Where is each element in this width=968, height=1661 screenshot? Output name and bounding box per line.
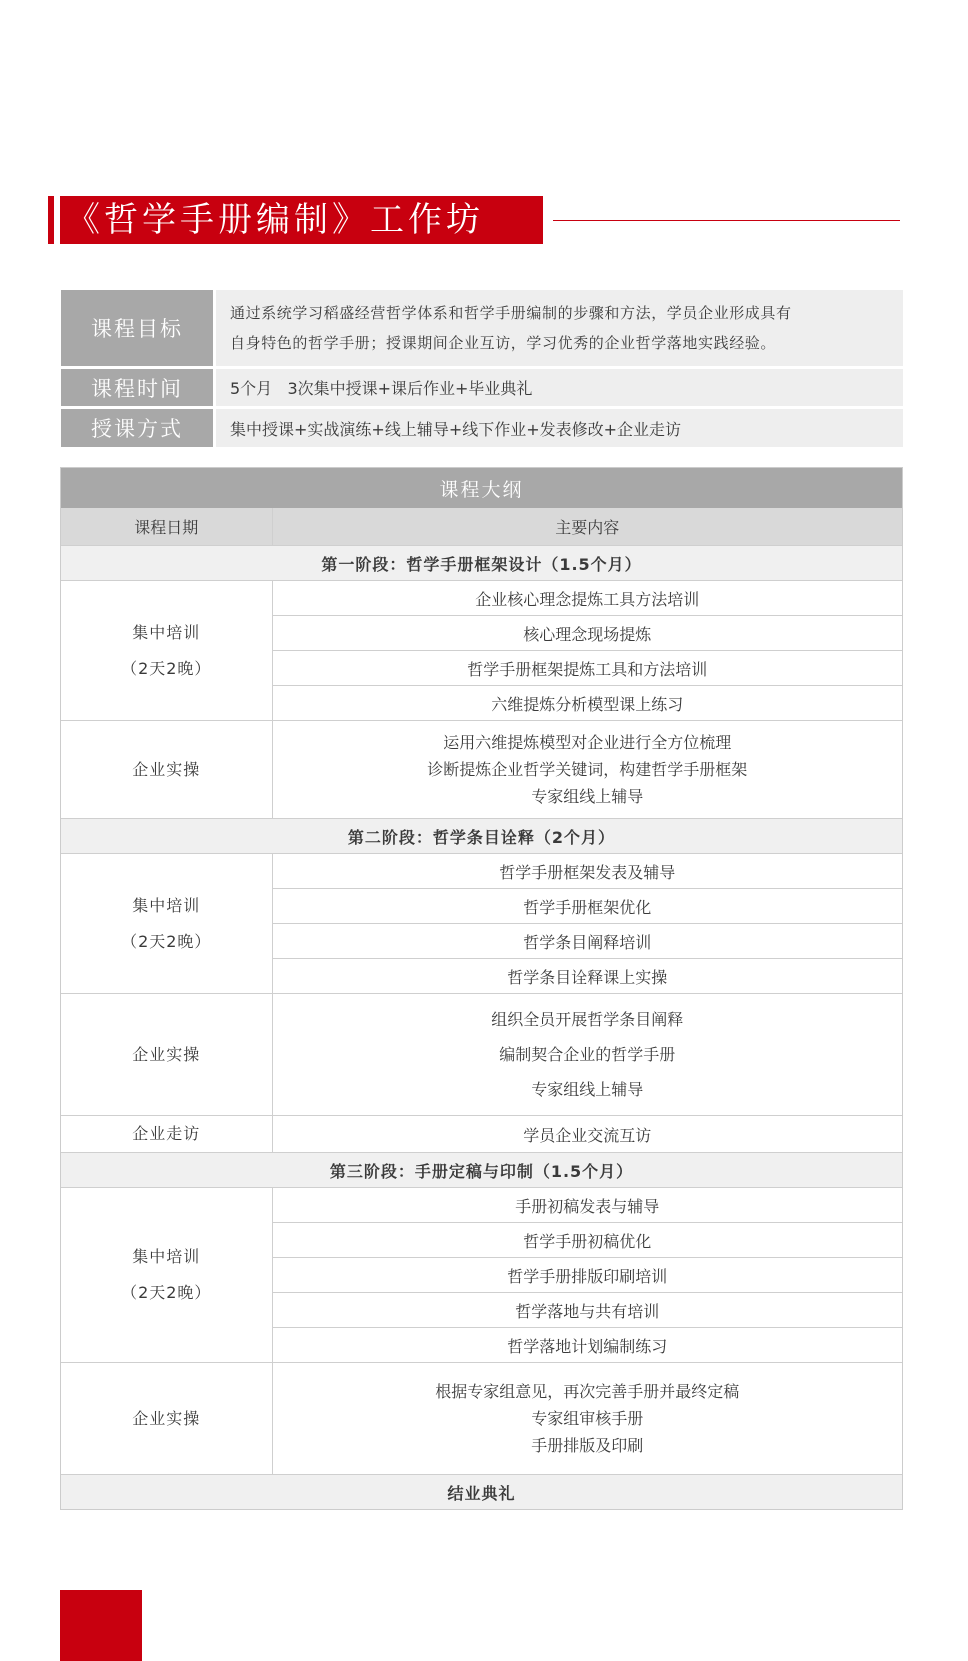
table-row	[61, 1116, 902, 1153]
method-label: 授课方式	[61, 409, 213, 447]
graduation-ceremony: 结业典礼	[61, 1475, 902, 1510]
goal-line-2: 自身特色的哲学手册；授课期间企业互访，学习优秀的企业哲学落地实践经验。	[230, 334, 777, 352]
outline-table	[61, 508, 902, 1509]
list-item: 诊断提炼企业哲学关键词，构建哲学手册框架	[427, 760, 748, 779]
phase-3-practice-content	[272, 1363, 902, 1475]
list-item: 编制契合企业的哲学手册	[499, 1045, 676, 1064]
training-sub: （2天2晚）	[121, 931, 212, 951]
list-item: 专家组线上辅导	[531, 1080, 644, 1099]
table-row	[61, 721, 902, 819]
list-item: 根据专家组意见，再次完善手册并最终定稿	[435, 1382, 740, 1401]
list-item: 手册排版及印刷	[531, 1436, 644, 1455]
page-title: 《哲学手册编制》工作坊	[60, 196, 543, 244]
phase-1-row	[61, 546, 902, 581]
table-row	[61, 1363, 902, 1475]
table-row	[61, 854, 902, 889]
outline-title: 课程大纲	[61, 468, 902, 508]
phase-3-title: 第三阶段：手册定稿与印制（1.5个月）	[61, 1153, 902, 1188]
training-label: 集中培训	[132, 895, 201, 915]
phase-1-training-label	[61, 581, 272, 721]
list-item: 哲学条目阐释培训	[272, 924, 902, 959]
goal-line-1: 通过系统学习稻盛经营哲学体系和哲学手册编制的步骤和方法，学员企业形成具有	[230, 304, 792, 322]
list-item: 六维提炼分析模型课上练习	[272, 686, 902, 721]
phase-3-training-label	[61, 1188, 272, 1363]
list-item: 企业核心理念提炼工具方法培训	[272, 581, 902, 616]
training-sub: （2天2晚）	[121, 1283, 212, 1302]
training-sub: （2天2晚）	[121, 658, 212, 678]
list-item: 哲学手册排版印刷培训	[272, 1258, 902, 1293]
list-item: 哲学落地计划编制练习	[272, 1328, 902, 1363]
info-row-goal	[61, 290, 903, 366]
table-row	[61, 581, 902, 616]
list-item: 哲学条目诠释课上实操	[272, 959, 902, 994]
method-value: 集中授课+实战演练+线上辅导+线下作业+发表修改+企业走访	[216, 409, 903, 447]
training-label: 集中培训	[132, 622, 201, 642]
phase-3-practice-label: 企业实操	[61, 1363, 272, 1475]
title-accent-bar	[48, 196, 54, 244]
list-item: 哲学手册框架优化	[272, 889, 902, 924]
list-item: 组织全员开展哲学条目阐释	[491, 1010, 684, 1029]
info-row-method	[61, 409, 903, 447]
phase-2-training-label	[61, 854, 272, 994]
list-item: 哲学手册框架发表及辅导	[272, 854, 902, 889]
goal-value	[216, 290, 903, 366]
course-info	[61, 290, 903, 450]
info-row-time	[61, 369, 903, 406]
list-item: 专家组线上辅导	[531, 787, 644, 806]
table-row	[61, 994, 902, 1116]
course-outline	[60, 467, 903, 1510]
list-item: 手册初稿发表与辅导	[272, 1188, 902, 1223]
table-header-row	[61, 508, 902, 546]
col-date-header: 课程日期	[61, 508, 272, 546]
goal-label: 课程目标	[61, 290, 213, 366]
title-divider-line	[553, 220, 900, 221]
phase-2-row	[61, 819, 902, 854]
phase-2-practice-label: 企业实操	[61, 994, 272, 1116]
list-item: 哲学手册框架提炼工具和方法培训	[272, 651, 902, 686]
phase-1-practice-label: 企业实操	[61, 721, 272, 819]
final-row	[61, 1475, 902, 1510]
training-label: 集中培训	[132, 1247, 201, 1266]
list-item: 学员企业交流互访	[272, 1116, 902, 1153]
time-label: 课程时间	[61, 369, 213, 406]
phase-2-visit-label: 企业走访	[61, 1116, 272, 1153]
phase-1-title: 第一阶段：哲学手册框架设计（1.5个月）	[61, 546, 902, 581]
phase-3-row	[61, 1153, 902, 1188]
phase-2-title: 第二阶段：哲学条目诠释（2个月）	[61, 819, 902, 854]
time-value: 5个月 3次集中授课+课后作业+毕业典礼	[216, 369, 903, 406]
list-item: 专家组审核手册	[531, 1409, 644, 1428]
col-content-header: 主要内容	[272, 508, 902, 546]
table-row	[61, 1188, 902, 1223]
list-item: 运用六维提炼模型对企业进行全方位梳理	[443, 733, 732, 752]
phase-1-practice-content	[272, 721, 902, 819]
phase-2-practice-content	[272, 994, 902, 1116]
list-item: 哲学手册初稿优化	[272, 1223, 902, 1258]
list-item: 核心理念现场提炼	[272, 616, 902, 651]
decorative-red-block	[60, 1590, 142, 1661]
list-item: 哲学落地与共有培训	[272, 1293, 902, 1328]
